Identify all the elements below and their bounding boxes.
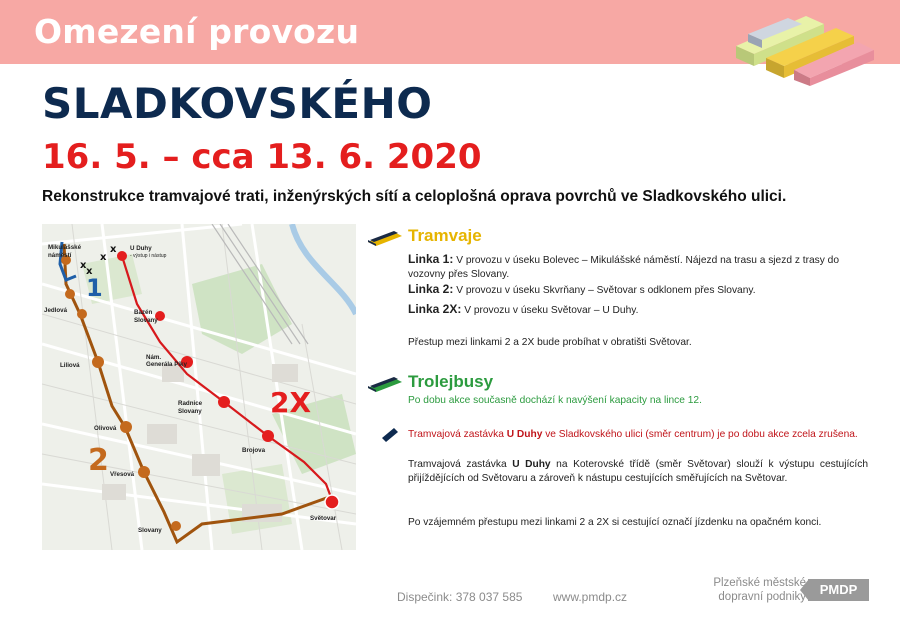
- line2-info-text: V provozu v úseku Skvrňany – Světovar s odklonem přes Slovany.: [456, 285, 756, 296]
- notice-ticket: Po vzájemném přestupu mezi linkami 2 a 2X si cestující označí jízdenku na opačném konci.: [408, 517, 822, 528]
- line2x-label: 2X: [270, 386, 312, 419]
- notice-u-duhy-post: na Koterovské třídě (směr Světovar) slouží k výstupu cestujících přijíždějících od Světovaru a zároveň k nástupu cestujících směřujících na Světovar.: [408, 459, 868, 484]
- trolleybus-icon: [368, 376, 402, 392]
- organization-name: [700, 576, 806, 604]
- stop-label: Brojova: [242, 447, 266, 454]
- stop-label: Liliová: [60, 362, 80, 369]
- line1-info: [408, 252, 868, 282]
- line2x-info-text: V provozu v úseku Světovar – U Duhy.: [464, 305, 639, 316]
- notice-u-duhy-pre: Tramvajová zastávka: [408, 459, 513, 470]
- org-line1: Plzeňské městské: [713, 577, 806, 589]
- notice-cancelled-post: ve Sladkovského ulici (směr centrum) je po dobu akce zcela zrušena.: [542, 429, 858, 440]
- pmdp-logo: PMDP: [808, 579, 869, 601]
- closure-dates: 16. 5. – cca 13. 6. 2020: [42, 137, 482, 177]
- stop-label: Jedlová: [44, 307, 68, 314]
- notice-cancelled-stop: U Duhy: [506, 429, 543, 440]
- stop-dot: [120, 421, 132, 433]
- stop-label: Vřesová: [110, 471, 135, 478]
- stop-label: U Duhy: [130, 245, 152, 252]
- stop-dot: [171, 521, 181, 531]
- header-banner: [0, 0, 900, 64]
- line2x-info-label: Linka 2X:: [408, 302, 462, 316]
- stop-label: Generála Píky: [146, 361, 187, 368]
- banner-title: Omezení provozu: [34, 12, 360, 51]
- svg-text:x: x: [100, 252, 107, 263]
- svg-text:x: x: [110, 244, 117, 255]
- trolleybus-info: Po dobu akce současně dochází k navýšení kapacity na lince 12.: [408, 395, 702, 406]
- stop-dot: [218, 396, 230, 408]
- line1-info-label: Linka 1:: [408, 252, 454, 266]
- stop-dot: [65, 289, 75, 299]
- stop-label: Slovany: [138, 527, 162, 534]
- tram-heading: Tramvaje: [408, 226, 482, 245]
- stop-label: Mikulášské: [48, 244, 82, 251]
- tram-icon: [368, 230, 402, 246]
- line2x-info: [408, 302, 868, 318]
- dispatcher-phone: Dispečink: 378 037 585: [397, 590, 523, 604]
- svg-text:x: x: [86, 266, 93, 277]
- subtitle: Rekonstrukce tramvajové trati, inženýrských sítí a celoplošná oprava povrchů ve Sladkovského ulici.: [42, 188, 787, 205]
- stop-dot: [117, 251, 127, 261]
- line1-info-text: V provozu v úseku Bolevec – Mikulášské náměstí. Nájezd na trasu a sjezd z trasy do vozovny přes Slovany.: [408, 255, 839, 280]
- stop-label: - výstup i nástup: [130, 253, 167, 259]
- arrow-icon: [382, 428, 398, 442]
- stop-label: Radnice: [178, 400, 203, 407]
- stop-label: Olivová: [94, 425, 117, 432]
- trolleybus-heading: Trolejbusy: [408, 372, 494, 391]
- stop-label: Slovany: [134, 317, 158, 324]
- notice-cancelled-pre: Tramvajová zastávka: [408, 429, 507, 440]
- stop-label: Světovar: [310, 515, 337, 522]
- street-name: SLADKOVSKÉHO: [42, 79, 433, 128]
- park-area: [222, 464, 292, 534]
- org-line2: dopravní podniky: [718, 591, 806, 603]
- stop-dot: [262, 430, 274, 442]
- notice-u-duhy: [408, 458, 868, 486]
- stop-label: Slovany: [178, 408, 202, 415]
- route-map: [42, 224, 356, 550]
- stop-dot: [77, 309, 87, 319]
- notice-u-duhy-stop: U Duhy: [512, 459, 551, 470]
- pmdp-blocks-logo: [728, 6, 878, 86]
- line1-label: 1: [86, 274, 103, 302]
- stop-dot-terminal: [325, 495, 339, 509]
- stop-label: náměstí: [48, 252, 72, 259]
- line2-info: [408, 282, 868, 298]
- website-link[interactable]: www.pmdp.cz: [553, 590, 628, 604]
- svg-text:x: x: [80, 260, 87, 271]
- line2-info-label: Linka 2:: [408, 282, 454, 296]
- transfer-info: Přestup mezi linkami 2 a 2X bude probíhat v obratišti Světovar.: [408, 337, 692, 348]
- stop-dot: [92, 356, 104, 368]
- stop-label: Bazén: [134, 309, 153, 316]
- stop-label: Nám.: [146, 354, 162, 361]
- line2-label: 2: [88, 443, 109, 478]
- stop-dot: [138, 466, 150, 478]
- notice-cancelled: [408, 428, 868, 442]
